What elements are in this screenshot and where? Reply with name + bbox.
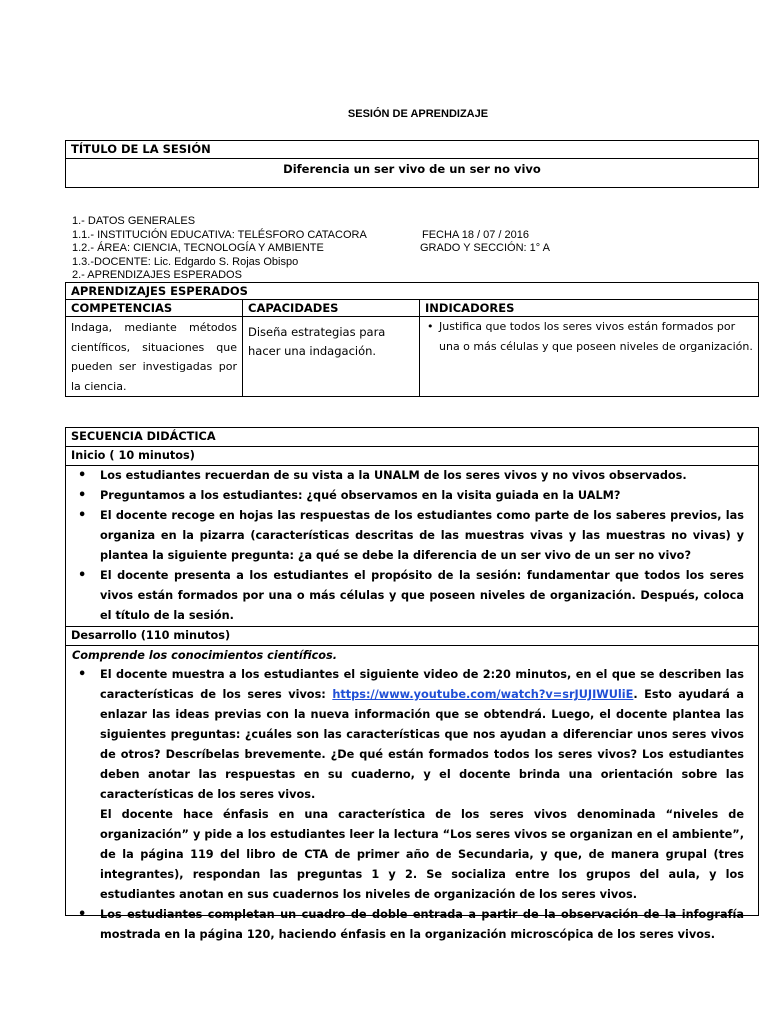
secuencia-title: SECUENCIA DIDÁCTICA: [66, 428, 758, 447]
datos-area: 1.2.- ÁREA: CIENCIA, TECNOLOGÍA Y AMBIENTE: [72, 242, 324, 254]
datos-generales: [72, 215, 762, 283]
indicador-item: • Justifica que todos los seres vivos están formados por una o más células y que poseen niveles de organización.: [425, 317, 753, 357]
list-item: • Los estudiantes recuerdan de su vista a la UNALM de los seres vivos y no vivos observados.: [66, 466, 758, 486]
datos-fecha: FECHA 18 / 07 / 2016: [422, 228, 530, 241]
datos-heading: 1.- DATOS GENERALES: [72, 215, 196, 227]
page-title: SESIÓN DE APRENDIZAJE: [347, 108, 489, 120]
datos-area-row: [72, 242, 762, 256]
list-item: [66, 665, 758, 805]
datos-aprendizajes: 2.- APRENDIZAJES ESPERADOS: [72, 269, 242, 281]
list-item: • El docente presenta a los estudiantes el propósito de la sesión: fundamentar que todos los seres vivos están formados por una o más células y que poseen niveles de organización. Después, coloca el título de la sesión.: [66, 566, 758, 626]
datos-institucion-row: [72, 229, 762, 243]
session-title-value: Diferencia un ser vivo de un ser no vivo: [283, 162, 541, 176]
list-item: • Preguntamos a los estudiantes: ¿qué observamos en la visita guiada en la UALM?: [66, 486, 758, 506]
header-indicadores: INDICADORES: [420, 300, 759, 317]
datos-institucion: 1.1.- INSTITUCIÓN EDUCATIVA: TELÉSFORO CATACORA: [72, 228, 367, 241]
datos-grado: GRADO Y SECCIÓN: 1° A: [420, 242, 550, 254]
youtube-link[interactable]: https://www.youtube.com/watch?v=srJUJIWUliE: [332, 688, 634, 701]
aprendizajes-title: APRENDIZAJES ESPERADOS: [66, 283, 759, 300]
indicador-cell: [420, 317, 759, 397]
header-capacidades: CAPACIDADES: [243, 300, 420, 317]
list-item-continuation: El docente hace énfasis en una característica de los seres vivos denominada “niveles de organización” y pide a los estudiantes leer la lectura “Los seres vivos se organizan en el ambiente”, de la página 119 del libro de CTA de primer año de Secundaria, y que, de manera grupal (tres integrantes), respondan las preguntas 1 y 2. Se socializa entre los grupos del aula, y los estudiantes anotan en sus cuadernos los niveles de organización de los seres vivos.: [100, 808, 744, 901]
session-title-label: TÍTULO DE LA SESIÓN: [66, 141, 758, 159]
desarrollo-label: Desarrollo (110 minutos): [66, 626, 758, 646]
list-item: • El docente recoge en hojas las respuestas de los estudiantes como parte de los saberes previos, las organiza en la pizarra (características descritas de las muestras vivas y las muestras no vivas) y plantea la siguiente pregunta: ¿a qué se debe la diferencia de un ser vivo de un ser no vivo?: [66, 506, 758, 566]
desarrollo-list: [66, 665, 758, 945]
competencia-cell: Indaga, mediante métodos científicos, situaciones que pueden ser investigadas por la ciencia.: [66, 317, 243, 397]
datos-docente: 1.3.-DOCENTE: Lic. Edgardo S. Rojas Obispo: [72, 255, 299, 268]
capacidad-cell: Diseña estrategias para hacer una indagación.: [243, 317, 420, 397]
desarrollo-item1-text: El docente muestra a los estudiantes el siguiente video de 2:20 minutos, en el que se describen las características de los seres vivos:: [100, 668, 744, 701]
inicio-list: [66, 466, 758, 626]
desarrollo-subtitle: Comprende los conocimientos científicos.: [72, 649, 338, 662]
secuencia-didactica: [65, 427, 759, 941]
inicio-label: Inicio ( 10 minutos): [66, 447, 758, 466]
header-competencias: COMPETENCIAS: [66, 300, 243, 317]
list-item: • Los estudiantes completan un cuadro de doble entrada a partir de la observación de la infografía mostrada en la página 120, haciendo énfasis en la organización microscópica de los seres vivos.: [66, 905, 758, 945]
session-title-box: [65, 140, 759, 188]
aprendizajes-table: [65, 282, 759, 397]
desarrollo-item1-text-b: . Esto ayudará a enlazar las ideas previas con la nueva información que se obtendrá. Luego, el docente plantea las siguientes preguntas: ¿cuáles son las características que nos ayudan a diferenciar unos seres vivos de otros? Descríbelas brevemente. ¿De qué están formados todos los seres vivos? Los estudiantes deben anotar las respuestas en su cuaderno, y el docente brinda una orientación sobre las características de los seres vivos.: [100, 688, 744, 801]
